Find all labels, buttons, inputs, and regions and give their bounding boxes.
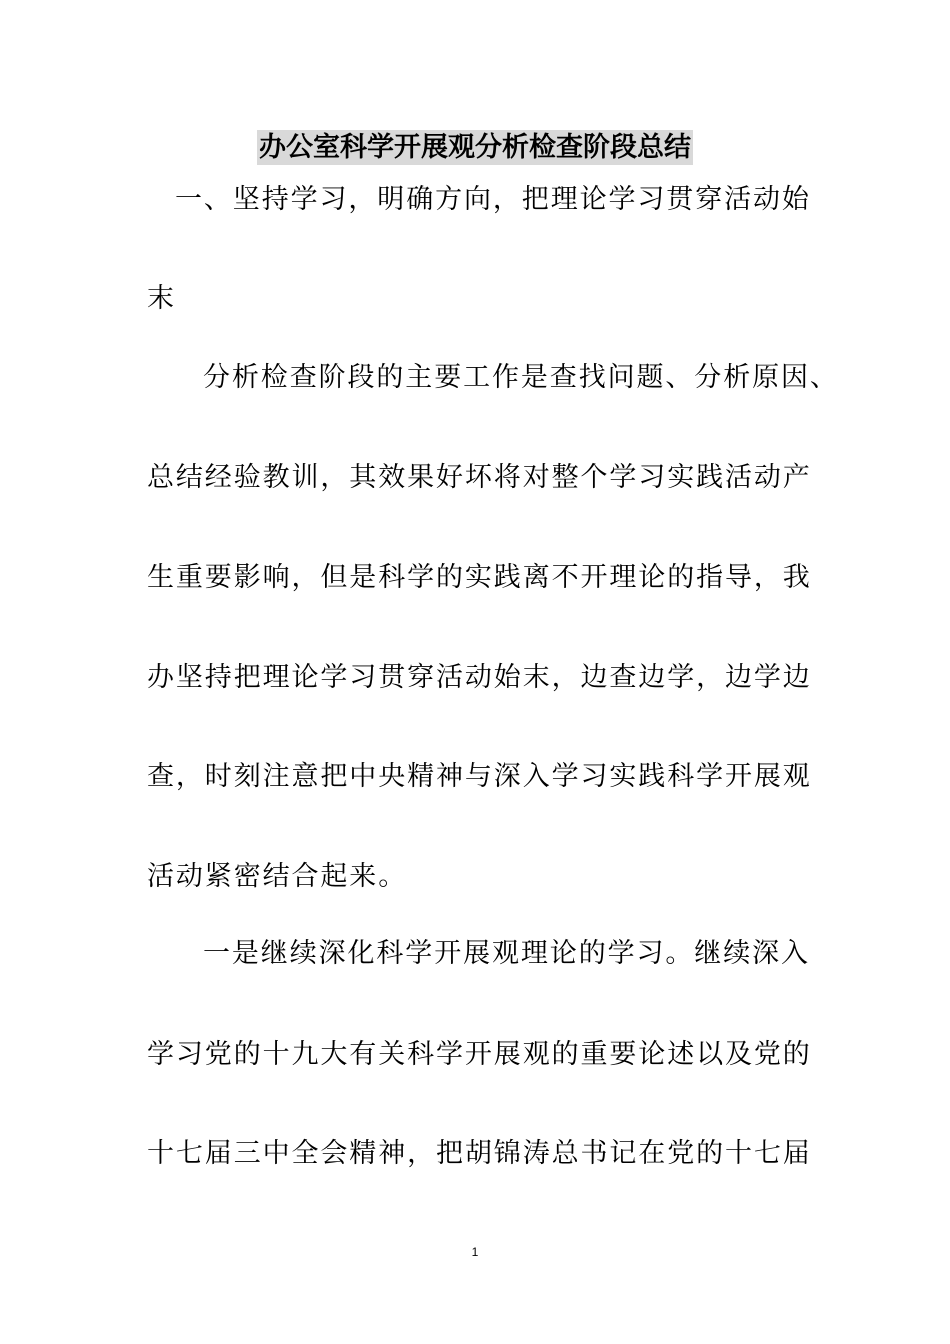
paragraph-line: 生重要影响，但是科学的实践离不开理论的指导，我 xyxy=(147,562,812,593)
document-title: 办公室科学开展观分析检查阶段总结 xyxy=(259,132,691,163)
section-heading-line: 末 xyxy=(147,283,176,314)
paragraph-line: 查，时刻注意把中央精神与深入学习实践科学开展观 xyxy=(147,761,812,792)
section-heading-line: 一、坚持学习，明确方向，把理论学习贯穿活动始 xyxy=(175,184,811,215)
paragraph-line: 办坚持把理论学习贯穿活动始末，边查边学，边学边 xyxy=(147,662,812,693)
paragraph-line: 学习党的十九大有关科学开展观的重要论述以及党的 xyxy=(147,1039,812,1070)
paragraph-line: 分析检查阶段的主要工作是查找问题、分析原因、 xyxy=(203,362,839,393)
paragraph-line: 总结经验教训，其效果好坏将对整个学习实践活动产 xyxy=(147,462,812,493)
page-number: 1 xyxy=(471,1245,479,1259)
paragraph-line: 活动紧密结合起来。 xyxy=(147,861,408,892)
paragraph-line: 十七届三中全会精神，把胡锦涛总书记在党的十七届 xyxy=(147,1138,812,1169)
paragraph-line: 一是继续深化科学开展观理论的学习。继续深入 xyxy=(203,938,810,969)
